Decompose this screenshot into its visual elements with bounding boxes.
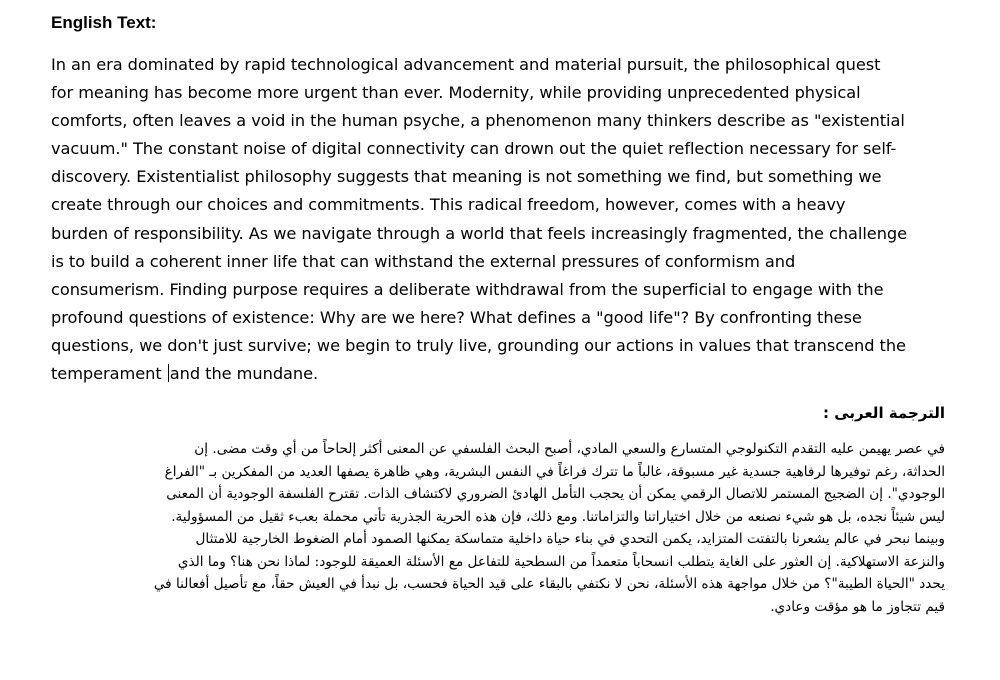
english-line: vacuum." The constant noise of digital connectivity can drown out the quiet reflection necessary for self- [51,139,897,159]
arabic-line: ليس شيئاً نجده، بل هو شيء نصنعه من خلال اختياراتنا والتزاماتنا. ومع ذلك، فإن هذه الحرية الجذرية تأتي محملة بعبء ثقيل من المسؤولية. [171,508,945,525]
english-line: In an era dominated by rapid technological advancement and material pursuit, the philosophical quest [51,55,881,74]
english-line: comforts, often leaves a void in the human psyche, a phenomenon many thinkers describe as "existential [51,111,905,131]
arabic-line: يحدد "الحياة الطيبة"؟ من خلال مواجهة هذه الأسئلة، نحن لا نكتفي بالبقاء على قيد الحياة فحسب، بل نبدأ في العيش حقاً، مع تأصيل أفعالنا في [153,576,945,592]
arabic-line: وبينما نبحر في عالم يشعرنا بالتفتت المتزايد، يكمن التحدي في بناء حياة داخلية متماسكة يمكنها الصمود أمام الضغوط الخارجية للامتثال [195,531,945,547]
english-line-last [51,360,951,388]
text-cursor [168,364,169,382]
english-heading: English Text: [51,13,157,32]
english-text-before-cursor: temperament [51,364,167,384]
arabic-line: الوجودي". إن الضجيج المستمر للاتصال الرقمي يمكن أن يحجب التأمل الهادئ الضروري لاكتشاف الذات. تقترح الفلسفة الوجودية أن المعنى [166,486,945,502]
arabic-line: الحداثة، رغم توفيرها لرفاهية جسدية غير مسبوقة، غالباً ما تترك فراغاً في النفس البشرية، وهي ظاهرة يصفها العديد من المفكرين بـ "الفراغ [164,463,945,480]
english-text-after-cursor: and the mundane. [169,364,319,384]
english-line: create through our choices and commitments. This radical freedom, however, comes with a heavy [51,195,846,215]
english-line: consumerism. Finding purpose requires a deliberate withdrawal from the superficial to engage with the [51,279,884,299]
english-line: for meaning has become more urgent than ever. Modernity, while providing unprecedented physical [51,83,861,103]
arabic-heading: الترجمة العربى : [822,404,945,422]
english-line: burden of responsibility. As we navigate through a world that feels increasingly fragmented, the challenge [51,223,908,243]
arabic-line: والنزعة الاستهلاكية. إن العثور على الغاية يتطلب انسحاباً متعمداً من السطحية للتفاعل مع الأسئلة العميقة للوجود: لماذا نحن هنا؟ وما الذي [177,553,945,570]
english-line: discovery. Existentialist philosophy suggests that meaning is not something we find, but something we [51,167,882,187]
arabic-paragraph[interactable] [45,438,945,618]
english-line: is to build a coherent inner life that can withstand the external pressures of conformism and [51,251,796,271]
arabic-line: قيم تتجاوز ما هو مؤقت وعادي. [770,598,945,615]
english-paragraph[interactable] [51,51,951,388]
arabic-line: في عصر يهيمن عليه التقدم التكنولوجي المتسارع والسعي المادي، أصبح البحث الفلسفي عن المعنى أكثر إلحاحاً من أي وقت مضى. إن [194,441,945,457]
english-line: questions, we don't just survive; we begin to truly live, grounding our actions in values that transcend the [51,335,906,355]
english-line: profound questions of existence: Why are we here? What defines a "good life"? By confronting these [51,307,862,327]
